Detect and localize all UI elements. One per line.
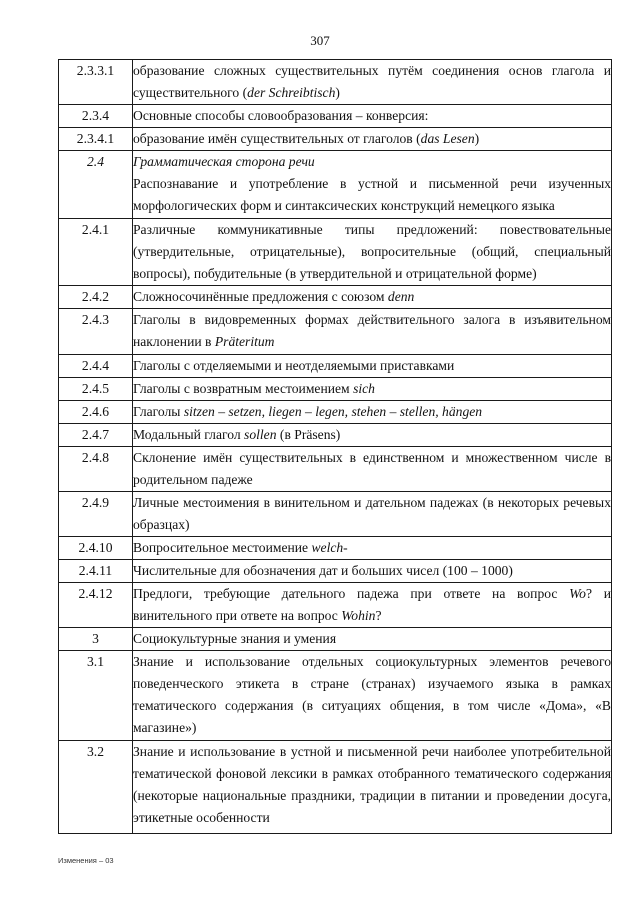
- section-number: 2.3.3.1: [59, 60, 133, 105]
- table-row: [59, 651, 612, 741]
- footer-revision-note: Изменения – 03: [58, 856, 114, 865]
- table-row: [59, 105, 612, 128]
- section-number: 2.4.4: [59, 355, 133, 378]
- text-fragment: Глаголы с возвратным местоимением: [133, 381, 354, 396]
- section-number: 3.2: [59, 741, 133, 834]
- text-fragment: Распознавание и употребление в устной и письменной речи изученных морфологических форм и синтаксических конструкций немецкого языка: [133, 176, 611, 213]
- section-text: [133, 151, 612, 219]
- table-row: [59, 401, 612, 424]
- section-text: [133, 60, 612, 105]
- text-fragment: ): [474, 131, 480, 146]
- content-table: [58, 59, 612, 834]
- text-fragment: Социокультурные знания и умения: [133, 631, 337, 646]
- table-row: [59, 424, 612, 447]
- text-fragment: Знание и использование в устной и письменной речи наиболее употребительной тематической фоновой лексики в рамках отобранного тематического содержания (некоторые национальные праздники, традиции в питании и проведении досуга, этикетные особенности: [133, 744, 611, 825]
- section-number: 2.4.5: [59, 378, 133, 401]
- section-text: [133, 309, 612, 355]
- italic-term: Präteritum: [214, 334, 275, 349]
- table-row: [59, 583, 612, 628]
- table-row: [59, 492, 612, 537]
- section-number: 2.4.8: [59, 447, 133, 492]
- section-number: 2.4.7: [59, 424, 133, 447]
- text-fragment: Числительные для обозначения дат и больших чисел (100 – 1000): [133, 563, 513, 578]
- section-number: 2.4.9: [59, 492, 133, 537]
- table-row: [59, 355, 612, 378]
- table-row: [59, 628, 612, 651]
- table-row: [59, 378, 612, 401]
- section-text: [133, 560, 612, 583]
- italic-term: der Schreibtisch: [247, 85, 336, 100]
- italic-term: sollen: [244, 427, 277, 442]
- section-number: 2.4.6: [59, 401, 133, 424]
- text-fragment: Глаголы с отделяемыми и неотделяемыми приставками: [133, 358, 455, 373]
- text-fragment: Личные местоимения в винительном и дательном падежах (в некоторых речевых образцах): [133, 495, 611, 532]
- text-fragment: (в Präsens): [276, 427, 341, 442]
- table-row: [59, 60, 612, 105]
- section-number: 3: [59, 628, 133, 651]
- section-text: [133, 651, 612, 741]
- table-row: [59, 741, 612, 834]
- section-number: 2.3.4: [59, 105, 133, 128]
- section-number: 2.4.1: [59, 219, 133, 286]
- page-number: 307: [310, 33, 330, 48]
- section-text: [133, 105, 612, 128]
- section-number: 2.4: [59, 151, 133, 219]
- table-row: [59, 537, 612, 560]
- section-text: [133, 286, 612, 309]
- table-row: [59, 151, 612, 219]
- italic-term: Wo: [569, 586, 586, 601]
- text-fragment: образование имён существительных от глаголов (: [133, 131, 421, 146]
- italic-term: denn: [387, 289, 415, 304]
- text-fragment: Сложносочинённые предложения с союзом: [133, 289, 388, 304]
- table-row: [59, 219, 612, 286]
- section-text: [133, 537, 612, 560]
- table-row: [59, 560, 612, 583]
- section-text: [133, 424, 612, 447]
- section-number: 2.4.3: [59, 309, 133, 355]
- section-text: [133, 355, 612, 378]
- text-fragment: Различные коммуникативные типы предложений: повествовательные (утвердительные, отрицательные), вопросительные (общий, специальный вопросы), побудительные (в утвердительной и отрицательной форме): [133, 222, 611, 281]
- section-number: 2.4.11: [59, 560, 133, 583]
- section-text: [133, 628, 612, 651]
- text-fragment: Модальный глагол: [133, 427, 245, 442]
- section-text: [133, 219, 612, 286]
- italic-term: sitzen – setzen, liegen – legen, stehen – stellen, hängen: [183, 404, 483, 419]
- section-text: [133, 401, 612, 424]
- text-fragment: образование сложных существительных путём соединения основ глагола и существительного (: [133, 63, 611, 100]
- subsection-heading: Грамматическая сторона речи: [133, 154, 315, 169]
- table-row: [59, 128, 612, 151]
- section-number: 2.3.4.1: [59, 128, 133, 151]
- italic-term: welch-: [311, 540, 348, 555]
- section-text: [133, 741, 612, 834]
- text-fragment: Предлоги, требующие дательного падежа при ответе на вопрос: [133, 586, 570, 601]
- section-number: 2.4.12: [59, 583, 133, 628]
- section-text: [133, 128, 612, 151]
- text-fragment: Глаголы: [133, 404, 184, 419]
- text-fragment: Вопросительное местоимение: [133, 540, 312, 555]
- table-row: [59, 286, 612, 309]
- section-number: 2.4.10: [59, 537, 133, 560]
- section-number: 2.4.2: [59, 286, 133, 309]
- italic-term: das Lesen: [420, 131, 475, 146]
- text-fragment: Склонение имён существительных в единственном и множественном числе в родительном падеже: [133, 450, 611, 487]
- italic-term: sich: [353, 381, 375, 396]
- table-row: [59, 309, 612, 355]
- italic-term: Wohin: [341, 608, 376, 623]
- text-fragment: ? и винительного при ответе на вопрос: [133, 586, 611, 623]
- text-fragment: Глаголы в видовременных формах действительного залога в изъявительном наклонении в: [133, 312, 611, 349]
- section-text: [133, 378, 612, 401]
- text-fragment: Знание и использование отдельных социокультурных элементов речевого поведенческого этикета в стране (странах) изучаемого языка в рамках тематического содержания (в ситуациях общения, в том числе «Дома», «В магазине»): [133, 654, 611, 735]
- section-text: [133, 492, 612, 537]
- section-text: [133, 583, 612, 628]
- text-fragment: ?: [375, 608, 382, 623]
- section-number: 3.1: [59, 651, 133, 741]
- section-text: [133, 447, 612, 492]
- text-fragment: ): [335, 85, 340, 100]
- text-fragment: Основные способы словообразования – конверсия:: [133, 108, 429, 123]
- table-row: [59, 447, 612, 492]
